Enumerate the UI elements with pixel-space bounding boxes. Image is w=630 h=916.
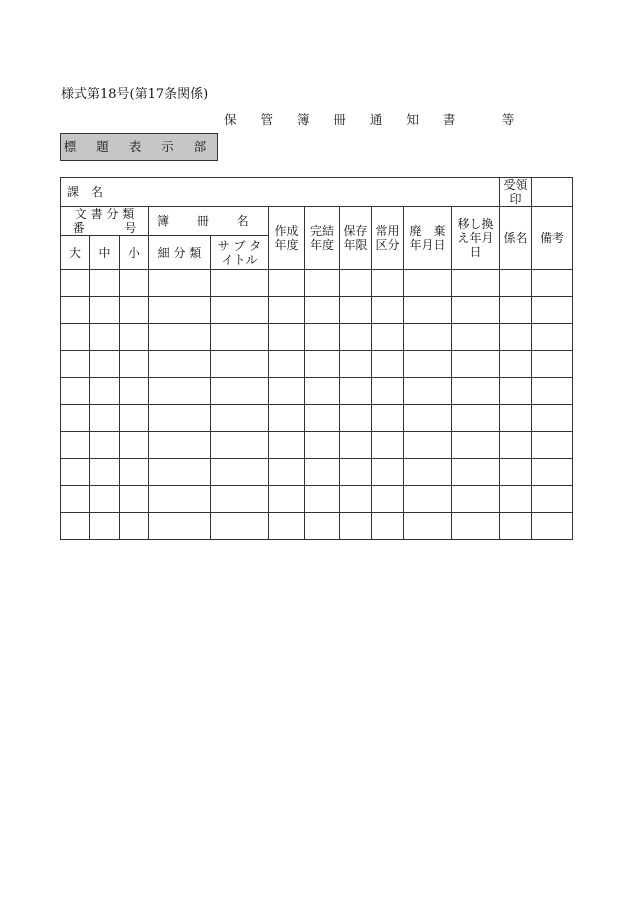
entry-cell[interactable]	[269, 513, 305, 540]
entry-cell[interactable]	[120, 405, 149, 432]
retention-period-label: 保存 年限	[343, 224, 368, 252]
transfer-date-header	[452, 207, 500, 270]
entry-cell[interactable]	[532, 378, 573, 405]
completed-year-label: 完結 年度	[309, 224, 334, 252]
entry-cell[interactable]	[120, 459, 149, 486]
table-row	[61, 405, 573, 432]
entry-cell[interactable]	[211, 378, 269, 405]
entry-cell[interactable]	[404, 405, 452, 432]
entry-cell[interactable]	[61, 513, 90, 540]
entry-cell[interactable]	[532, 324, 573, 351]
entry-cell[interactable]	[269, 486, 305, 513]
entry-cell[interactable]	[500, 459, 532, 486]
major-header	[61, 236, 90, 270]
receipt-seal-cell	[500, 178, 532, 207]
section-name-label: 課 名	[67, 185, 104, 199]
entry-rows	[61, 270, 573, 540]
entry-cell[interactable]	[532, 486, 573, 513]
classification-number-label: 文 書 分 類 番 号	[72, 207, 137, 235]
entry-cell[interactable]	[120, 378, 149, 405]
table-row	[61, 297, 573, 324]
table-row	[61, 351, 573, 378]
entry-cell[interactable]	[211, 432, 269, 459]
entry-cell[interactable]	[452, 405, 500, 432]
entry-cell[interactable]	[90, 324, 120, 351]
entry-cell[interactable]	[452, 270, 500, 297]
ledger-name-header	[149, 207, 269, 236]
entry-cell[interactable]	[305, 513, 340, 540]
entry-cell[interactable]	[305, 324, 340, 351]
entry-cell[interactable]	[372, 432, 404, 459]
entry-cell[interactable]	[500, 432, 532, 459]
entry-cell[interactable]	[500, 297, 532, 324]
entry-cell[interactable]	[149, 459, 211, 486]
table-row	[61, 432, 573, 459]
staff-name-header	[500, 207, 532, 270]
remarks-header	[532, 207, 573, 270]
entry-cell[interactable]	[404, 459, 452, 486]
entry-cell[interactable]	[149, 513, 211, 540]
entry-cell[interactable]	[90, 270, 120, 297]
entry-cell[interactable]	[305, 486, 340, 513]
table-row	[61, 459, 573, 486]
entry-cell[interactable]	[500, 378, 532, 405]
entry-cell[interactable]	[404, 432, 452, 459]
entry-cell[interactable]	[120, 432, 149, 459]
entry-cell[interactable]	[269, 270, 305, 297]
entry-cell[interactable]	[211, 405, 269, 432]
table-row	[61, 378, 573, 405]
entry-cell[interactable]	[149, 432, 211, 459]
entry-cell[interactable]	[532, 297, 573, 324]
entry-cell[interactable]	[90, 297, 120, 324]
entry-cell[interactable]	[61, 432, 90, 459]
subtitle-label: サ ブ タ イトル	[217, 238, 262, 267]
table-row	[61, 513, 573, 540]
entry-cell[interactable]	[269, 432, 305, 459]
entry-cell[interactable]	[372, 351, 404, 378]
table-row	[61, 324, 573, 351]
table-row	[61, 270, 573, 297]
entry-cell[interactable]	[269, 297, 305, 324]
form-number: 様式第18号(第17条関係)	[61, 87, 209, 102]
entry-cell[interactable]	[372, 405, 404, 432]
minor-label: 小	[127, 245, 140, 260]
entry-cell[interactable]	[340, 405, 372, 432]
entry-cell[interactable]	[452, 432, 500, 459]
entry-cell[interactable]	[149, 297, 211, 324]
entry-cell[interactable]	[305, 351, 340, 378]
entry-cell[interactable]	[500, 351, 532, 378]
entry-cell[interactable]	[90, 459, 120, 486]
entry-cell[interactable]	[149, 324, 211, 351]
title-display-label: 標 題 表 示 部	[60, 133, 218, 161]
section-name-cell	[61, 178, 500, 207]
entry-cell[interactable]	[120, 513, 149, 540]
entry-cell[interactable]	[404, 270, 452, 297]
entry-cell[interactable]	[372, 513, 404, 540]
entry-cell[interactable]	[120, 297, 149, 324]
entry-cell[interactable]	[372, 297, 404, 324]
entry-cell[interactable]	[340, 324, 372, 351]
entry-cell[interactable]	[305, 297, 340, 324]
sub-category-label: 細 分 類	[157, 245, 202, 260]
entry-cell[interactable]	[404, 513, 452, 540]
entry-cell[interactable]	[61, 486, 90, 513]
entry-cell[interactable]	[61, 270, 90, 297]
entry-cell[interactable]	[532, 270, 573, 297]
entry-cell[interactable]	[149, 378, 211, 405]
staff-name-label: 係名	[503, 231, 528, 245]
entry-cell[interactable]	[211, 324, 269, 351]
entry-cell[interactable]	[532, 459, 573, 486]
entry-cell[interactable]	[340, 378, 372, 405]
entry-cell[interactable]	[404, 486, 452, 513]
entry-cell[interactable]	[372, 270, 404, 297]
middle-header	[90, 236, 120, 270]
entry-cell[interactable]	[120, 270, 149, 297]
entry-cell[interactable]	[532, 405, 573, 432]
entry-cell[interactable]	[90, 513, 120, 540]
entry-cell[interactable]	[211, 297, 269, 324]
disposal-date-label: 廃 棄 年月日	[409, 224, 446, 252]
entry-cell[interactable]	[269, 405, 305, 432]
entry-cell[interactable]	[305, 378, 340, 405]
entry-cell[interactable]	[61, 297, 90, 324]
entry-cell[interactable]	[340, 513, 372, 540]
entry-cell[interactable]	[269, 378, 305, 405]
entry-cell[interactable]	[372, 378, 404, 405]
entry-cell[interactable]	[211, 513, 269, 540]
entry-cell[interactable]	[90, 378, 120, 405]
entry-cell[interactable]	[452, 459, 500, 486]
entry-cell[interactable]	[211, 270, 269, 297]
entry-cell[interactable]	[452, 513, 500, 540]
entry-cell[interactable]	[500, 405, 532, 432]
entry-cell[interactable]	[61, 459, 90, 486]
ledger-name-label: 簿 冊 名	[157, 214, 249, 228]
entry-cell[interactable]	[211, 351, 269, 378]
created-year-header	[269, 207, 305, 270]
middle-label: 中	[98, 245, 111, 260]
entry-cell[interactable]	[532, 432, 573, 459]
entry-cell[interactable]	[61, 351, 90, 378]
subtitle-header	[211, 236, 269, 270]
minor-header	[120, 236, 149, 270]
entry-cell[interactable]	[61, 324, 90, 351]
entry-cell[interactable]	[500, 324, 532, 351]
entry-cell[interactable]	[340, 486, 372, 513]
entry-cell[interactable]	[149, 351, 211, 378]
document-title: 保 管 簿 冊 通 知 書 等	[224, 112, 525, 127]
entry-cell[interactable]	[305, 432, 340, 459]
entry-cell[interactable]	[532, 513, 573, 540]
entry-cell[interactable]	[211, 486, 269, 513]
entry-cell[interactable]	[372, 324, 404, 351]
entry-cell[interactable]	[452, 324, 500, 351]
entry-cell[interactable]	[404, 324, 452, 351]
retention-period-header	[340, 207, 372, 270]
entry-cell[interactable]	[452, 486, 500, 513]
classification-number-header	[61, 207, 149, 236]
receipt-seal-box[interactable]	[532, 178, 573, 207]
entry-cell[interactable]	[61, 405, 90, 432]
entry-cell[interactable]	[340, 270, 372, 297]
major-label: 大	[68, 245, 81, 260]
entry-cell[interactable]	[120, 486, 149, 513]
transfer-date-label: 移し換 え年月 日	[457, 217, 494, 259]
entry-cell[interactable]	[90, 432, 120, 459]
entry-cell[interactable]	[452, 378, 500, 405]
entry-cell[interactable]	[269, 324, 305, 351]
entry-cell[interactable]	[404, 351, 452, 378]
entry-cell[interactable]	[90, 351, 120, 378]
created-year-label: 作成 年度	[274, 224, 299, 252]
entry-cell[interactable]	[61, 378, 90, 405]
disposal-date-header	[404, 207, 452, 270]
entry-cell[interactable]	[90, 405, 120, 432]
entry-cell[interactable]	[149, 270, 211, 297]
entry-cell[interactable]	[305, 270, 340, 297]
entry-cell[interactable]	[500, 513, 532, 540]
entry-cell[interactable]	[149, 405, 211, 432]
entry-cell[interactable]	[404, 378, 452, 405]
entry-cell[interactable]	[305, 405, 340, 432]
receipt-seal-label: 受領印	[503, 178, 528, 206]
entry-cell[interactable]	[372, 459, 404, 486]
entry-cell[interactable]	[269, 459, 305, 486]
regular-use-label: 常用 区分	[375, 224, 400, 252]
entry-cell[interactable]	[149, 486, 211, 513]
remarks-label: 備考	[540, 231, 565, 245]
completed-year-header	[305, 207, 340, 270]
ledger-notice-table	[60, 177, 573, 540]
sub-category-header	[149, 236, 211, 270]
entry-cell[interactable]	[452, 297, 500, 324]
entry-cell[interactable]	[500, 486, 532, 513]
entry-cell[interactable]	[372, 486, 404, 513]
table-row	[61, 486, 573, 513]
entry-cell[interactable]	[340, 351, 372, 378]
entry-cell[interactable]	[120, 324, 149, 351]
entry-cell[interactable]	[452, 351, 500, 378]
regular-use-header	[372, 207, 404, 270]
entry-cell[interactable]	[340, 297, 372, 324]
entry-cell[interactable]	[532, 351, 573, 378]
entry-cell[interactable]	[340, 432, 372, 459]
entry-cell[interactable]	[500, 270, 532, 297]
entry-cell[interactable]	[305, 459, 340, 486]
entry-cell[interactable]	[90, 486, 120, 513]
entry-cell[interactable]	[404, 297, 452, 324]
entry-cell[interactable]	[340, 459, 372, 486]
entry-cell[interactable]	[120, 351, 149, 378]
entry-cell[interactable]	[269, 351, 305, 378]
entry-cell[interactable]	[211, 459, 269, 486]
